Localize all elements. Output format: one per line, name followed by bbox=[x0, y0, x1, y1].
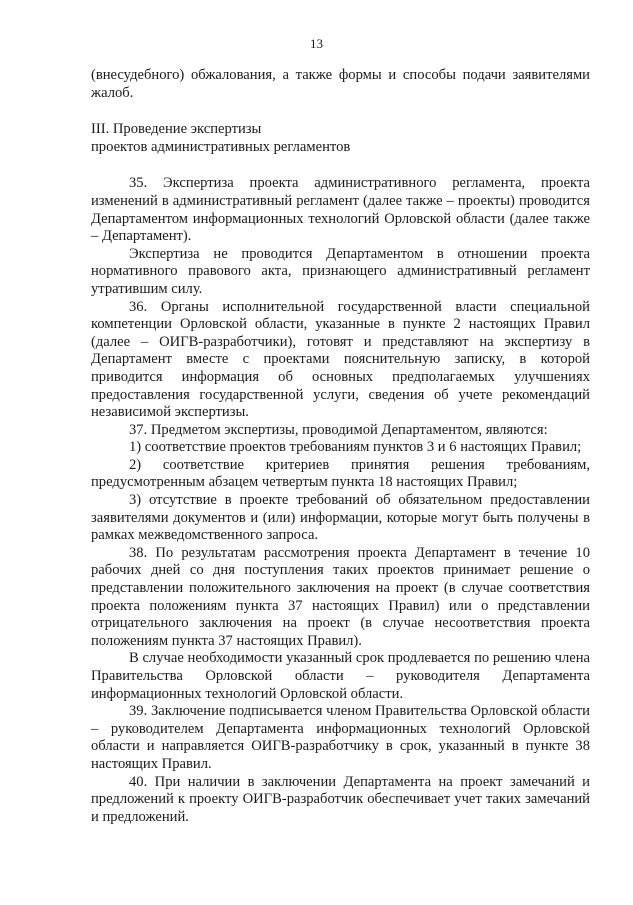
paragraph-38-note: В случае необходимости указанный срок продлевается по решению члена Правительства Орловской области – руководителя Департамента информационных технологий Орловской области. bbox=[91, 650, 590, 702]
paragraph-37-item-2: 2) соответствие критериев принятия решения требованиям, предусмотренным абзацем четвертым пункта 18 настоящих Правил; bbox=[91, 456, 590, 491]
paragraph-39: 39. Заключение подписывается членом Правительства Орловской области – руководителем Департамента информационных технологий Орловской области и направляется ОИГВ-разработчику в срок, указанный в пункте 38 настоящих Правил. bbox=[91, 703, 590, 772]
paragraph-35-note: Экспертиза не проводится Департаментом в отношении проекта нормативного правового акта, признающего административный регламент утратившим силу. bbox=[91, 245, 590, 297]
paragraph-36: 36. Органы исполнительной государственной власти специальной компетенции Орловской области, указанные в пункте 2 настоящих Правил (далее – ОИГВ-разработчики), готовят и представляют на экспертизу в Департамент вместе с проектами пояснительную записку, в которой приводится информация об основных предполагаемых улучшениях предоставления государственной услуги, сведения об учете рекомендаций независимой экспертизы. bbox=[91, 298, 590, 421]
section-title: III. Проведение экспертизы bbox=[91, 121, 262, 138]
paragraph-40: 40. При наличии в заключении Департамента на проект замечаний и предложений к проекту ОИГВ-разработчик обеспечивает учет таких замечаний и предложений. bbox=[91, 773, 590, 825]
paragraph-38: 38. По результатам рассмотрения проекта Департамент в течение 10 рабочих дней со дня поступления таких проектов принимает решение о представлении положительного заключения на проект (в случае соответствия проекта положениям пункта 37 настоящих Правил) или о представлении отрицательного заключения на проект (в случае несоответствия проекта положениям пункта 37 настоящих Правил). bbox=[91, 544, 590, 649]
paragraph-37-item-1: 1) соответствие проектов требованиям пунктов 3 и 6 настоящих Правил; bbox=[129, 439, 582, 456]
paragraph-37-item-3: 3) отсутствие в проекте требований об обязательном предоставлении заявителями документов и (или) информации, которые могут быть получены в рамках межведомственного запроса. bbox=[91, 492, 590, 544]
intro-paragraph: (внесудебного) обжалования, а также формы и способы подачи заявителями жалоб. bbox=[91, 67, 590, 101]
paragraph-35: 35. Экспертиза проекта административного регламента, проекта изменений в административный регламент (далее также – проекты) проводится Департаментом информационных технологий Орловской области (далее также – Департамент). bbox=[91, 175, 590, 245]
section-heading bbox=[91, 121, 590, 156]
page-number: 13 bbox=[310, 36, 323, 51]
section-subtitle: проектов административных регламентов bbox=[91, 138, 351, 155]
paragraph-37: 37. Предметом экспертизы, проводимой Департаментом, являются: bbox=[129, 421, 548, 438]
document-body bbox=[91, 67, 590, 826]
